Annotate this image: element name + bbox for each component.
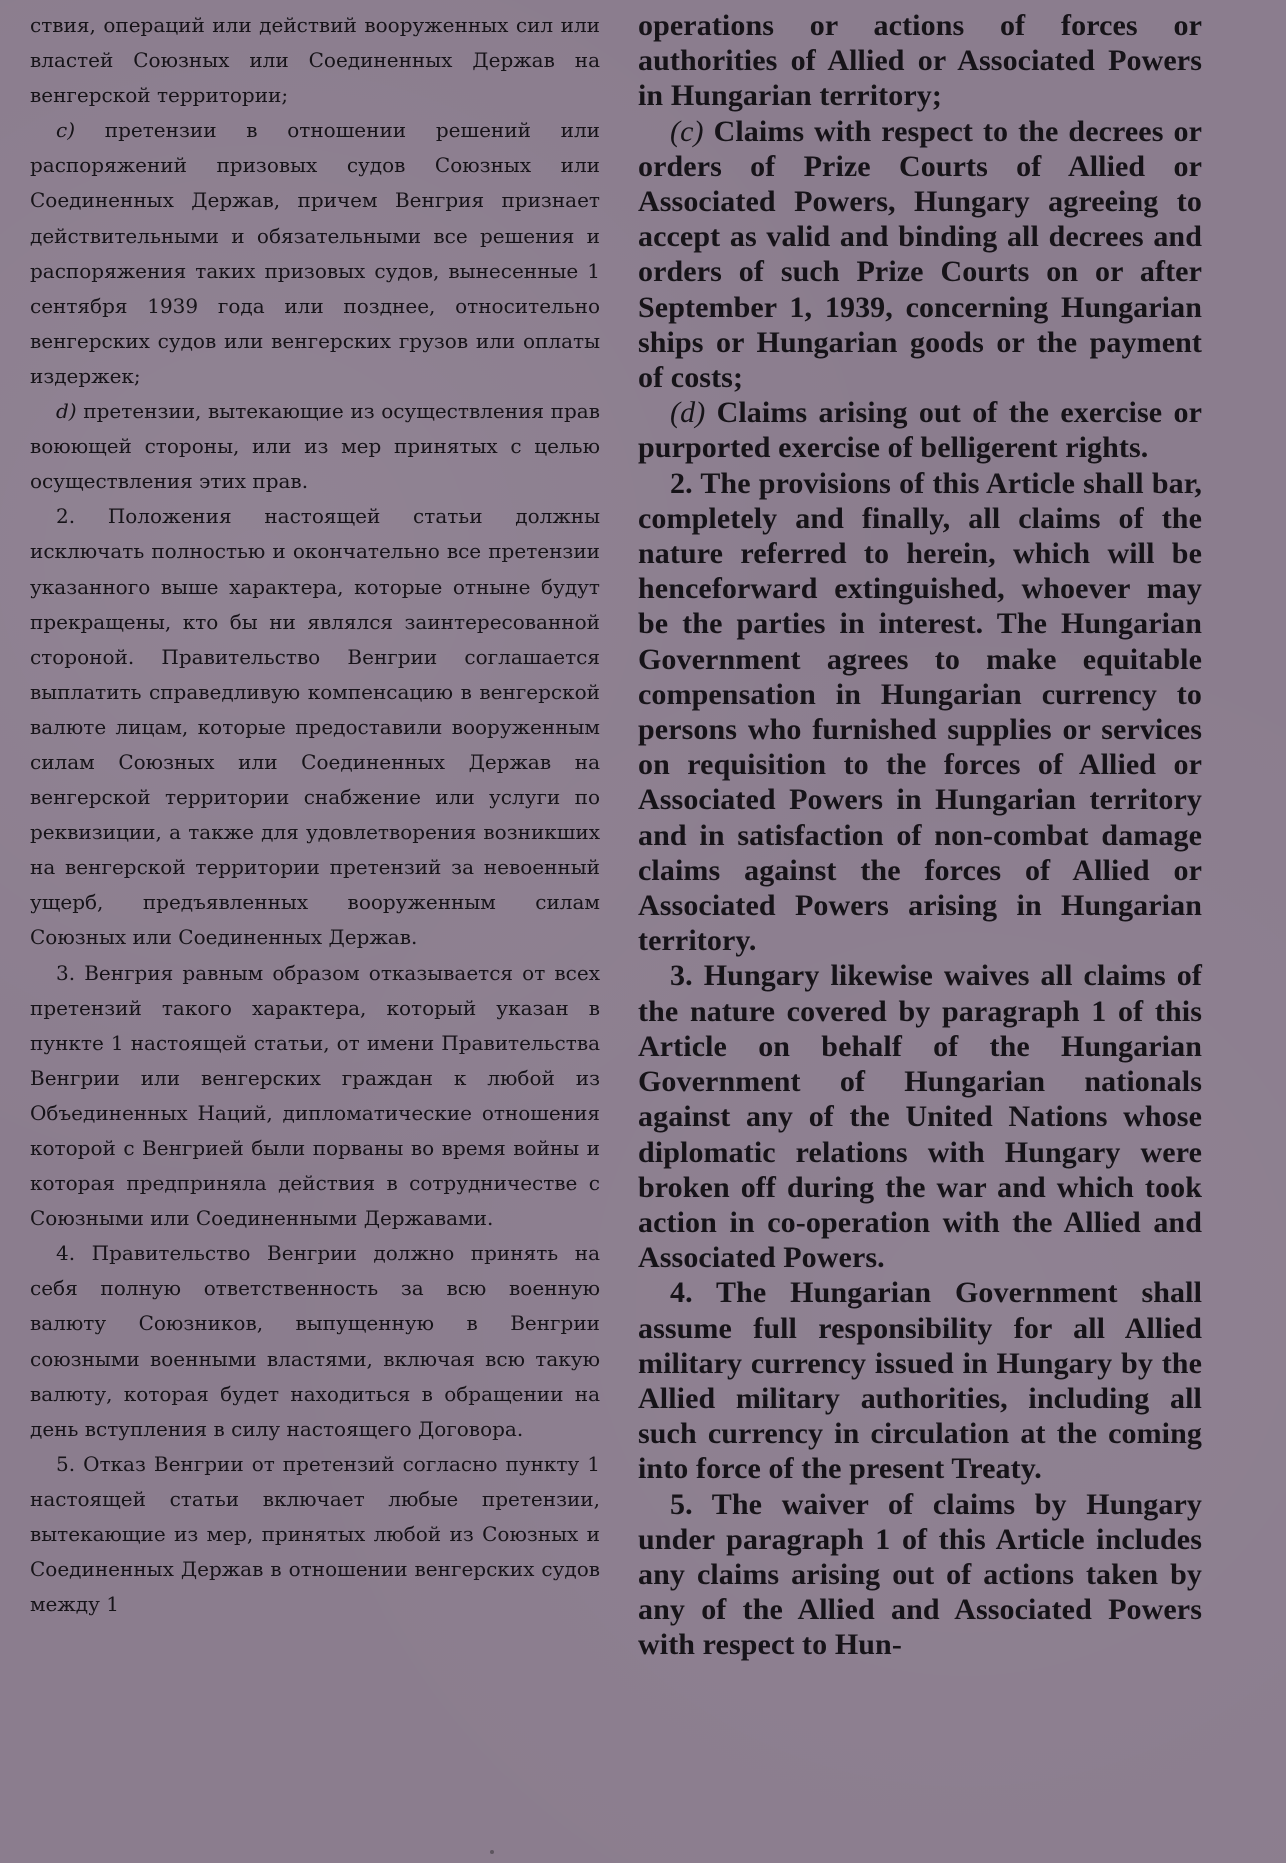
page-speck <box>490 1850 494 1854</box>
ru-paragraph-2: 2. Положения настоящей статьи должны исключать полностью и окончательно все претензии указанного выше характера, которые отныне будут прекращены, кто бы ни являлся заинтересованной стороной. Правительство Венгрии соглашается выплатить справедливую компенсацию в венгерской валюте лицам, которые предоставили вооруженным силам Союзных или Соединенных Держав на венгерской территории снабжение или услуги по реквизиции, а также для удовлетворения возникших на венгерской территории претензий за невоенный ущерб, предъявленных вооруженным силам Союзных или Соединенных Держав. <box>30 504 600 950</box>
ru-continuation: ствия, операций или действий вооруженных сил или властей Союзных или Соединенных Держав на венгерской территории; <box>30 13 600 108</box>
russian-column <box>28 8 600 1863</box>
en-paragraph-3: 3. Hungary likewise waives all claims of the nature covered by paragraph 1 of this Article on behalf of the Hungarian Government of Hungarian nationals against any of the United Nations whose diplomatic relations with Hungary were broken off during the war and which took action in co-operation with the Allied and Associated Powers. <box>638 959 1202 1275</box>
en-item-c-marker: (c) <box>670 114 704 148</box>
ru-item-d <box>30 394 600 499</box>
en-continuation: operations or actions of forces or authorities of Allied or Associated Powers in Hungarian territory; <box>638 9 1202 113</box>
ru-item-d-text: претензии, вытекающие из осуществления прав воюющей стороны, или из мер принятых с целью осуществления этих прав. <box>30 399 600 494</box>
en-paragraph-2: 2. The provisions of this Article shall bar, completely and finally, all claims of the nature referred to herein, which will be henceforward extinguished, whoever may be the parties in interest. The Hungarian Government agrees to make equitable compensation in Hungarian currency to persons who furnished supplies or services on requisition to the forces of Allied or Associated Powers in Hungarian territory and in satisfaction of non-combat damage claims against the forces of Allied or Associated Powers arising in Hungarian territory. <box>638 466 1202 958</box>
ru-item-d-marker: d) <box>56 399 77 424</box>
ru-paragraph-5: 5. Отказ Венгрии от претензий согласно пункту 1 настоящей статьи включает любые претензии, вытекающие из мер, принятых любой из Союзных и Соединенных Держав в отношении венгерских судов между 1 <box>30 1451 600 1617</box>
ru-item-c-text: претензии в отношении решений или распоряжений призовых судов Союзных или Соединенных Держав, причем Венгрия признает действительными и обязательными все решения и распоряжения таких призовых судов, вынесенные 1 сентября 1939 года или позднее, относительно венгерских судов или венгерских грузов или оплаты издержек; <box>30 118 601 388</box>
en-item-d <box>638 395 1202 465</box>
ru-item-c-marker: c) <box>56 118 76 143</box>
en-item-c-text: Claims with respect to the decrees or orders of Prize Courts of Allied or Associated Powers, Hungary agreeing to accept as valid and binding all decrees and orders of such Prize Courts on or after September 1, 1939, concerning Hungarian ships or Hungarian goods or the payment of costs; <box>638 114 1202 395</box>
ru-paragraph-3: 3. Венгрия равным образом отказывается от всех претензий такого характера, который указан в пункте 1 настоящей статьи, от имени Правительства Венгрии или венгерских граждан к любой из Объединенных Наций, дипломатические отношения которой с Венгрией были порваны во время войны и которая предприняла действия в сотрудничестве с Союзными или Соединенными Державами. <box>30 960 600 1231</box>
en-item-c <box>638 114 1202 396</box>
en-item-d-text: Claims arising out of the exercise or purported exercise of belligerent rights. <box>638 396 1202 465</box>
en-paragraph-5: 5. The waiver of claims by Hungary under paragraph 1 of this Article includes any claims arising out of actions taken by any of the Allied and Associated Powers with respect to Hun- <box>638 1487 1202 1662</box>
english-column <box>638 8 1202 1863</box>
en-item-d-marker: (d) <box>670 396 706 430</box>
en-paragraph-4: 4. The Hungarian Government shall assume full responsibility for all Allied military currency issued in Hungary by the Allied military authorities, including all such currency in circulation at the coming into force of the present Treaty. <box>638 1276 1202 1486</box>
ru-paragraph-4: 4. Правительство Венгрии должно принять на себя полную ответственность за всю военную валюту Союзников, выпущенную в Венгрии союзными военными властями, включая всю такую валюту, которая будет находиться в обращении на день вступления в силу настоящего Договора. <box>30 1241 600 1441</box>
ru-item-c <box>30 113 600 394</box>
